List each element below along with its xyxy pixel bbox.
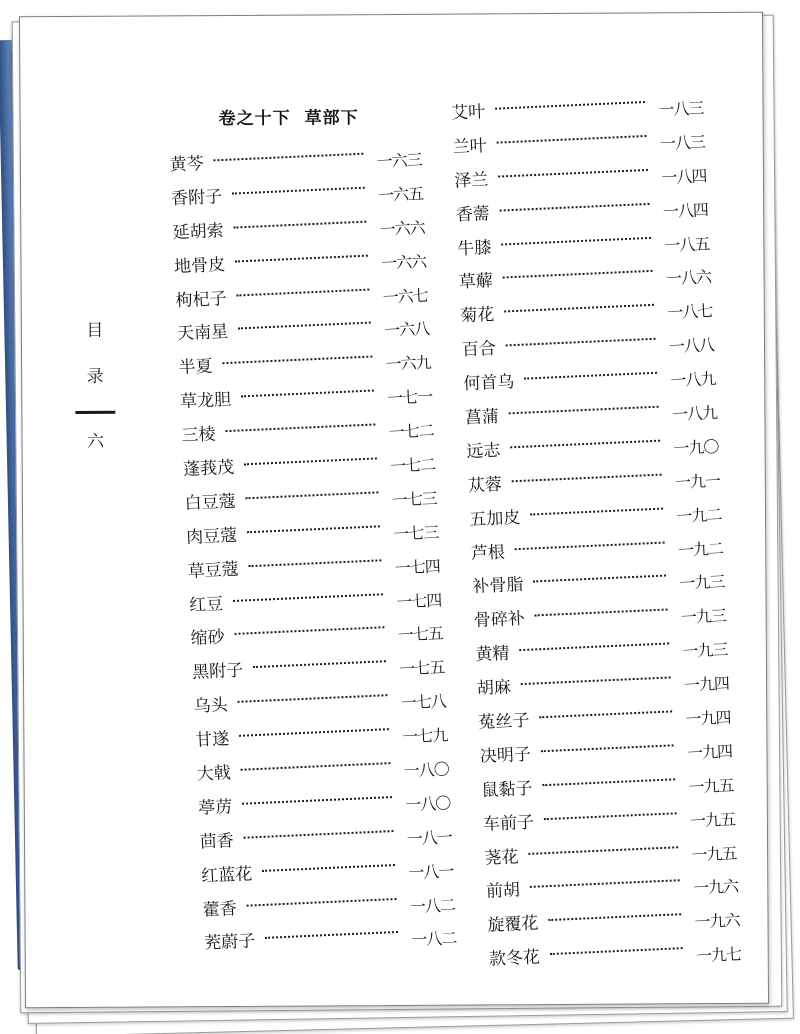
leader-dots: [548, 914, 681, 922]
leader-dots: [515, 541, 665, 550]
toc-entry-name: 茴香: [199, 830, 235, 853]
toc-entry-name: 大戟: [196, 763, 232, 785]
toc-entry-name: 补骨脂: [471, 575, 524, 598]
toc-entry-name: 车前子: [482, 812, 535, 835]
leader-dots: [238, 694, 388, 703]
toc-entry-page: 一八二: [409, 894, 456, 916]
leader-dots: [262, 864, 395, 872]
leader-dots: [503, 270, 653, 279]
toc-entry-page: 一七二: [388, 420, 435, 442]
toc-entry-page: 一七五: [397, 624, 444, 646]
toc-entry-name: 百合: [461, 339, 497, 361]
toc-entry-name: 蓬莪茂: [182, 457, 235, 481]
toc-entry-page: 一九〇: [672, 436, 719, 458]
toc-entry-page: 一八七: [666, 301, 713, 323]
toc-entry-page: 一八〇: [403, 759, 450, 781]
toc-entry-name: 白豆蔻: [184, 491, 237, 514]
toc-entry-page: 一六八: [383, 319, 430, 341]
toc-entry-name: 甘遂: [194, 729, 230, 751]
leader-dots: [512, 473, 662, 482]
leader-dots: [247, 898, 397, 907]
toc-entry-name: 乌头: [193, 695, 229, 718]
toc-entry-page: 一六七: [382, 285, 429, 307]
toc-entry-page: 一九六: [692, 877, 739, 899]
toc-entry-page: 一九二: [677, 538, 724, 560]
toc-entry-name: 远志: [465, 440, 501, 463]
toc-entry-name: 艾叶: [450, 102, 486, 124]
leader-dots: [550, 947, 683, 955]
toc-entry-name: 决明子: [479, 744, 532, 767]
toc-entry-page: 一八一: [407, 861, 454, 883]
toc-entry-page: 一九三: [680, 606, 727, 628]
leader-dots: [236, 288, 369, 296]
leader-dots: [495, 101, 645, 110]
toc-entry-page: 一八三: [657, 98, 704, 120]
leader-dots: [244, 830, 394, 839]
toc-entry-name: 黑附子: [191, 660, 244, 684]
leader-dots: [504, 304, 654, 313]
toc-page: [19, 12, 769, 1009]
toc-entry-name: 胡麻: [476, 677, 512, 700]
toc-entry-page: 一七九: [401, 725, 448, 747]
toc-entry-name: 菖蒲: [464, 406, 500, 429]
toc-entry-page: 一八二: [410, 928, 457, 950]
leader-dots: [233, 593, 383, 602]
toc-entry-name: 藿香: [202, 898, 238, 921]
toc-entry-name: 延胡索: [172, 220, 225, 244]
toc-entry-page: 一九四: [685, 707, 731, 729]
toc-entry-page: 一九二: [676, 504, 722, 526]
leader-dots: [242, 796, 392, 805]
leader-dots: [233, 220, 366, 228]
toc-entry-name: 缩砂: [190, 627, 226, 650]
toc-entry-name: 香附子: [170, 186, 223, 210]
leader-dots: [244, 457, 377, 465]
toc-entry-page: 一八五: [663, 233, 710, 255]
leader-dots: [241, 390, 374, 398]
leader-dots: [498, 169, 648, 178]
leader-dots: [232, 187, 365, 195]
toc-entry-page: 一九四: [686, 741, 733, 763]
leader-dots: [235, 254, 368, 262]
toc-entry-name: 枸杞子: [175, 288, 228, 311]
toc-entry-page: 一六九: [385, 353, 432, 375]
leader-dots: [238, 322, 371, 330]
side-label-char: 目: [86, 320, 104, 341]
toc-entry-page: 一八九: [669, 369, 716, 391]
toc-entry-page: 一九三: [682, 640, 728, 662]
toc-entry-page: 一七五: [398, 657, 445, 679]
toc-entry-name: 旋覆花: [487, 913, 539, 937]
toc-entry-page: 一九五: [691, 843, 737, 865]
toc-entry-page: 一九三: [679, 572, 725, 594]
toc-entry-name: 苁蓉: [467, 474, 503, 497]
toc-entry-name: 天南星: [176, 322, 229, 345]
toc-entry-name: 牛膝: [456, 237, 492, 260]
leader-dots: [528, 846, 678, 855]
toc-entry-page: 一七二: [389, 454, 436, 476]
toc-entry-name: 草薢: [458, 271, 494, 293]
toc-entry-page: 一七三: [392, 522, 439, 544]
toc-entry-page: 一九五: [688, 775, 734, 797]
toc-entry-name: 红豆: [188, 593, 224, 616]
toc-entry-name: 肉豆蔻: [185, 525, 238, 548]
toc-entry-name: 芦根: [470, 542, 506, 564]
toc-entry-name: 鼠黏子: [481, 778, 533, 801]
leader-dots: [235, 627, 385, 636]
leader-dots: [509, 406, 659, 415]
toc-entry-page: 一六五: [377, 183, 424, 205]
toc-entry-page: 一六六: [379, 217, 426, 239]
toc-entry-page: 一七一: [386, 387, 433, 409]
toc-entry-page: 一八六: [665, 267, 712, 289]
toc-entry-name: 红蓝花: [200, 864, 253, 887]
leader-dots: [225, 424, 375, 433]
leader-dots: [497, 135, 647, 144]
toc-entry-page: 一八四: [660, 166, 707, 188]
toc-entry-name: 兰叶: [452, 135, 488, 158]
leader-dots: [510, 440, 660, 449]
leader-dots: [253, 661, 386, 669]
toc-entry-name: 香薷: [455, 203, 491, 226]
leader-dots: [241, 762, 391, 771]
toc-entry-page: 一八九: [671, 403, 718, 425]
toc-entry-page: 一九四: [683, 673, 730, 695]
toc-entry-page: 一七四: [395, 590, 442, 612]
toc-entry-name: 草豆蔻: [187, 559, 240, 582]
toc-entry-page: 一九五: [689, 809, 736, 831]
leader-dots: [248, 559, 381, 567]
leader-dots: [530, 507, 663, 515]
toc-entry-page: 一八三: [659, 132, 706, 154]
leader-dots: [541, 744, 674, 752]
leader-dots: [539, 710, 672, 718]
toc-entry-name: 黄精: [474, 643, 510, 666]
leader-dots: [500, 203, 650, 212]
leader-dots: [506, 338, 656, 347]
toc-entry-page: 一八一: [406, 827, 453, 849]
leader-dots: [245, 491, 378, 499]
volume-title: [219, 103, 359, 129]
toc-entry-page: 一七八: [400, 691, 447, 713]
toc-entry-page: 一六三: [376, 150, 423, 172]
toc-entry-name: 茺蔚子: [203, 931, 256, 955]
leader-dots: [524, 372, 657, 380]
volume-title-part1: 卷之十下: [218, 108, 291, 130]
toc-entry-name: 前胡: [485, 880, 521, 903]
leader-dots: [213, 153, 363, 162]
volume-title-part2: 草部下: [304, 108, 359, 129]
toc-column-right: [450, 83, 741, 974]
leader-dots: [544, 812, 677, 820]
toc-entry-page: 一八〇: [404, 793, 451, 815]
leader-dots: [239, 728, 389, 737]
toc-entry-name: 荛花: [484, 846, 519, 869]
toc-entry-name: 款冬花: [488, 947, 541, 971]
leader-dots: [530, 880, 680, 889]
toc-entry-page: 一九七: [695, 944, 742, 966]
leader-dots: [501, 236, 651, 245]
toc-entry-page: 一七三: [391, 488, 438, 510]
leader-dots: [542, 778, 675, 786]
leader-dots: [247, 525, 380, 533]
toc-entry-name: 草龙胆: [179, 390, 232, 413]
leader-dots: [519, 643, 669, 652]
toc-entry-name: 半夏: [178, 356, 214, 379]
toc-column-left: [169, 135, 457, 959]
toc-entry-name: 菊花: [459, 305, 495, 327]
leader-dots: [222, 356, 372, 365]
toc-entry-page: 一六六: [380, 251, 427, 273]
toc-entry-name: 菟丝子: [478, 710, 530, 734]
toc-entry-name: 地骨皮: [173, 254, 226, 277]
side-label-char: 录: [86, 366, 104, 387]
toc-entry-page: 一九六: [694, 910, 740, 932]
toc-entry-name: 黄芩: [169, 153, 205, 176]
toc-entry-page: 一九一: [674, 470, 721, 492]
toc-entry-name: 泽兰: [453, 169, 489, 192]
toc-entry-name: 三棱: [181, 424, 217, 447]
side-label-rule: [75, 411, 115, 414]
toc-entry-name: 五加皮: [468, 507, 521, 530]
toc-entry-page: 一八八: [668, 335, 715, 357]
toc-entry-name: 葶苈: [197, 797, 233, 819]
leader-dots: [521, 677, 671, 686]
toc-entry-page: 一八四: [662, 199, 709, 221]
toc-entry-name: 骨碎补: [473, 609, 526, 632]
leader-dots: [533, 575, 666, 583]
leader-dots: [535, 609, 668, 617]
leader-dots: [265, 931, 398, 939]
side-section-label: [80, 319, 111, 476]
side-page-number: 六: [87, 431, 105, 452]
toc-entry-page: 一七四: [394, 556, 441, 578]
toc-entry-name: 何首乌: [462, 372, 515, 395]
